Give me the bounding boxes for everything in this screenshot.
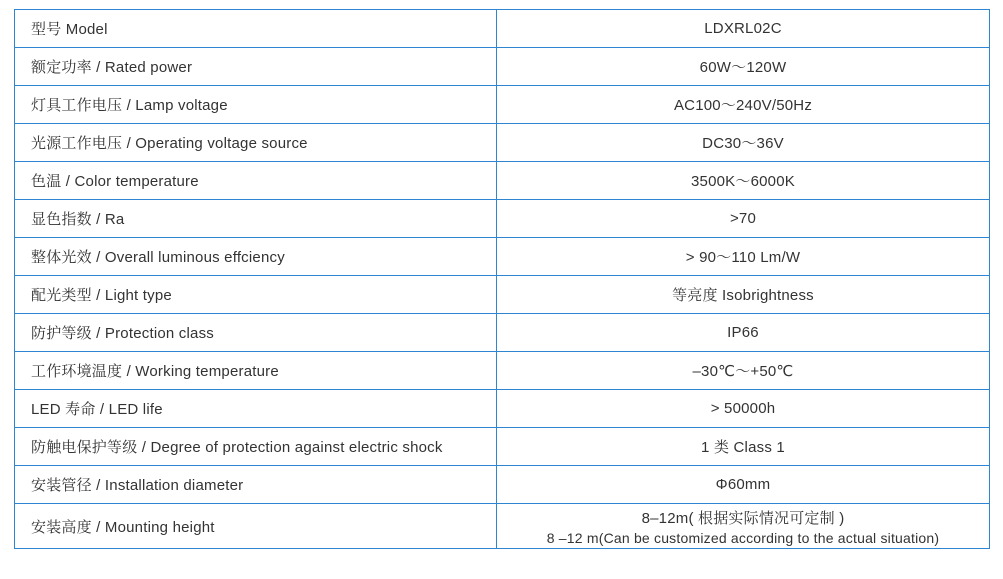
spec-value: –30℃～+50℃ <box>497 352 990 390</box>
spec-value-note: 8 –12 m(Can be customized according to the actual situation) <box>546 529 940 546</box>
table-row <box>15 162 990 200</box>
table-row <box>15 86 990 124</box>
table-row <box>15 124 990 162</box>
spec-value: IP66 <box>497 314 990 352</box>
spec-label: 额定功率 / Rated power <box>15 48 497 86</box>
table-row <box>15 276 990 314</box>
spec-table <box>14 9 990 549</box>
spec-value: LDXRL02C <box>497 10 990 48</box>
table-row <box>15 466 990 504</box>
spec-label: 防护等级 / Protection class <box>15 314 497 352</box>
spec-label: 安装高度 / Mounting height <box>15 504 497 549</box>
table-row <box>15 504 990 549</box>
table-row <box>15 10 990 48</box>
spec-label: 光源工作电压 / Operating voltage source <box>15 124 497 162</box>
spec-label: 灯具工作电压 / Lamp voltage <box>15 86 497 124</box>
spec-value: DC30～36V <box>497 124 990 162</box>
table-row <box>15 428 990 466</box>
spec-label: 显色指数 / Ra <box>15 200 497 238</box>
spec-value: > 50000h <box>497 390 990 428</box>
spec-label: 防触电保护等级 / Degree of protection against electric shock <box>15 428 497 466</box>
spec-value: >70 <box>497 200 990 238</box>
spec-label: 整体光效 / Overall luminous effciency <box>15 238 497 276</box>
table-row <box>15 314 990 352</box>
spec-label: 工作环境温度 / Working temperature <box>15 352 497 390</box>
spec-label: 型号 Model <box>15 10 497 48</box>
table-row <box>15 200 990 238</box>
spec-value: 1 类 Class 1 <box>497 428 990 466</box>
spec-label: 色温 / Color temperature <box>15 162 497 200</box>
spec-value: AC100～240V/50Hz <box>497 86 990 124</box>
table-row <box>15 48 990 86</box>
spec-value: > 90～110 Lm/W <box>497 238 990 276</box>
table-row <box>15 390 990 428</box>
spec-label: LED 寿命 / LED life <box>15 390 497 428</box>
spec-value: 3500K～6000K <box>497 162 990 200</box>
spec-value: Φ60mm <box>497 466 990 504</box>
spec-label: 配光类型 / Light type <box>15 276 497 314</box>
spec-value: 等亮度 Isobrightness <box>497 276 990 314</box>
spec-value: 8–12m( 根据实际情况可定制 ) <box>641 509 845 527</box>
table-row <box>15 238 990 276</box>
table-row <box>15 352 990 390</box>
spec-value-cell <box>497 504 990 549</box>
spec-label: 安装管径 / Installation diameter <box>15 466 497 504</box>
spec-value: 60W～120W <box>497 48 990 86</box>
